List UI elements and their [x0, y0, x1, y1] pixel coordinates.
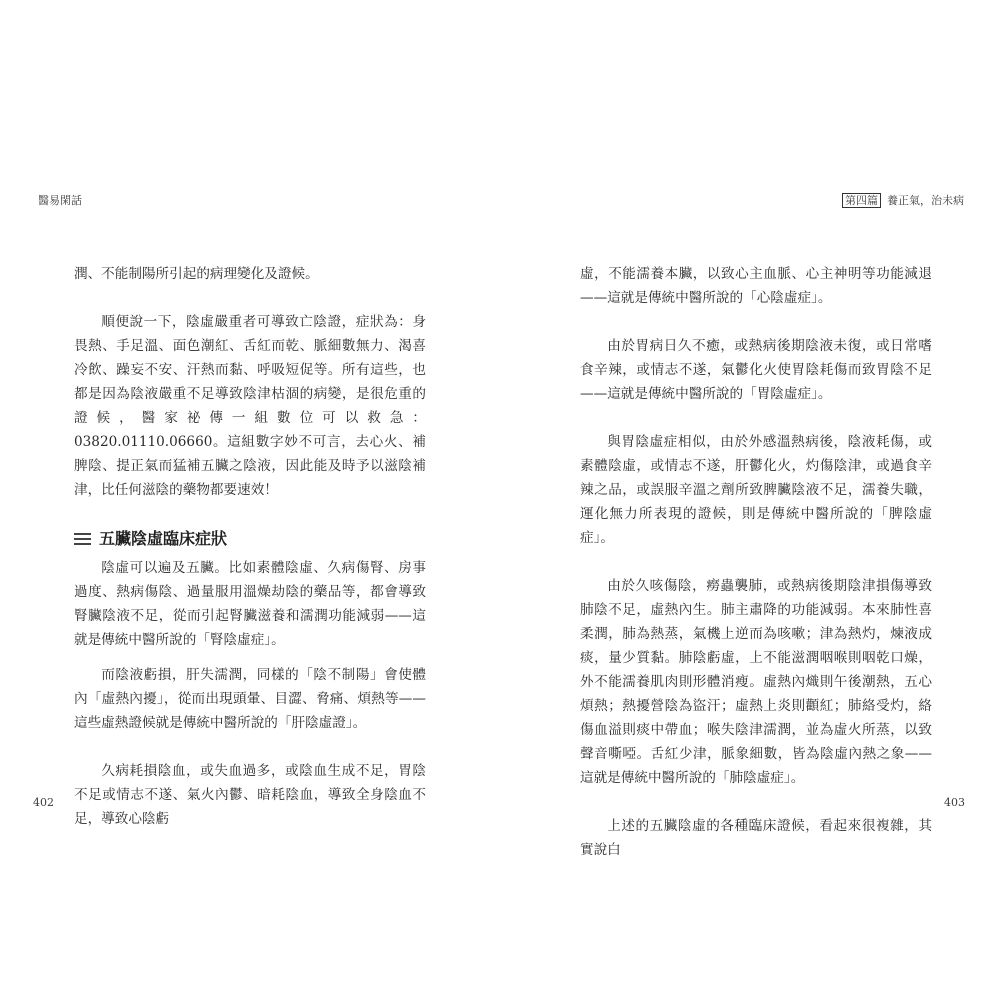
page-number-left: 402	[33, 796, 54, 809]
part-title: 養正氣，治未病	[887, 194, 964, 207]
paragraph: 順便說一下，陰虛嚴重者可導致亡陰證，症狀為：身畏熱、手足溫、面色潮紅、舌紅而乾、脈細數無力、渴喜冷飲、躁妄不安、汗熱而黏、呼吸短促等。所有這些，也都是因為陰液嚴重不足導致陰津枯涸的病變，是很危重的證候，醫家祕傳一組數位可以救急：03820.01110.06660。這組數字妙不可言，去心火、補脾陰、提正氣而猛補五臟之陰液，因此能及時予以滋陰補津，比任何滋陰的藥物都要速效！	[74, 314, 426, 498]
section-heading-text: 五臟陰虛臨床症狀	[99, 529, 228, 548]
paragraph: 陰虛可以遍及五臟。比如素體陰虛、久病傷腎、房事過度、熱病傷陰、過量服用溫燥劫陰的藥品等，都會導致腎臟陰液不足，從而引起腎臟滋養和濡潤功能減弱——這就是傳統中醫所說的「腎陰虛症」。	[74, 560, 426, 648]
paragraph: 而陰液虧損，肝失濡潤，同樣的「陰不制陽」會使體內「虛熱內擾」，從而出現頭暈、目澀、脅痛、煩熱等——這些虛熱證候就是傳統中醫所說的「肝陰虛證」。	[74, 667, 426, 731]
paragraph: 潤、不能制陽所引起的病理變化及證候。	[74, 266, 319, 282]
paragraph: 由於久咳傷陰，癆蟲襲肺，或熱病後期陰津損傷導致肺陰不足，虛熱內生。肺主肅降的功能減弱。本來肺性喜柔潤，肺為熱蒸，氣機上逆而為咳嗽；津為熱灼，煉液成痰，量少質黏。肺陰虧虛，上不能滋潤咽喉則咽乾口燥，外不能濡養肌肉則形體消瘦。虛熱內熾則午後潮熱，五心煩熱；熱擾營陰為盜汗；虛熱上炎則顴紅；肺絡受灼，絡傷血溢則痰中帶血；喉失陰津濡潤，並為虛火所蒸，以致聲音嘶啞。舌紅少津，脈象細數，皆為陰虛內熱之象——這就是傳統中醫所說的「肺陰虛症」。	[580, 578, 932, 786]
right-page-body	[580, 262, 932, 886]
running-head-left: 醫易閑話	[38, 194, 82, 207]
running-head-right	[842, 192, 964, 208]
paragraph: 與胃陰虛症相似，由於外感溫熱病後，陰液耗傷，或素體陰虛，或情志不遂，肝鬱化火，灼傷陰津，或過食辛辣之品，或誤服辛溫之劑所致脾臟陰液不足，濡養失職，運化無力所表現的證候，則是傳統中醫所說的「脾陰虛症」。	[580, 434, 932, 546]
page-number-right: 403	[944, 796, 965, 809]
paragraph: 上述的五臟陰虛的各種臨床證候，看起來很複雜，其實說白	[580, 818, 932, 858]
left-page-body	[74, 262, 426, 855]
paragraph: 由於胃病日久不癒，或熱病後期陰液未復，或日常嗜食辛辣，或情志不遂，氣鬱化火使胃陰耗傷而致胃陰不足——這就是傳統中醫所說的「胃陰虛症」。	[580, 338, 932, 402]
paragraph: 虛，不能濡養本臟，以致心主血脈、心主神明等功能減退——這就是傳統中醫所說的「心陰虛症」。	[580, 266, 932, 306]
heading-bars-icon	[74, 533, 91, 545]
part-label: 第四篇	[842, 193, 881, 208]
section-heading	[74, 526, 426, 552]
paragraph: 久病耗損陰血，或失血過多，或陰血生成不足，胃陰不足或情志不遂、氣火內鬱、暗耗陰血，導致全身陰血不足，導致心陰虧	[74, 763, 426, 827]
